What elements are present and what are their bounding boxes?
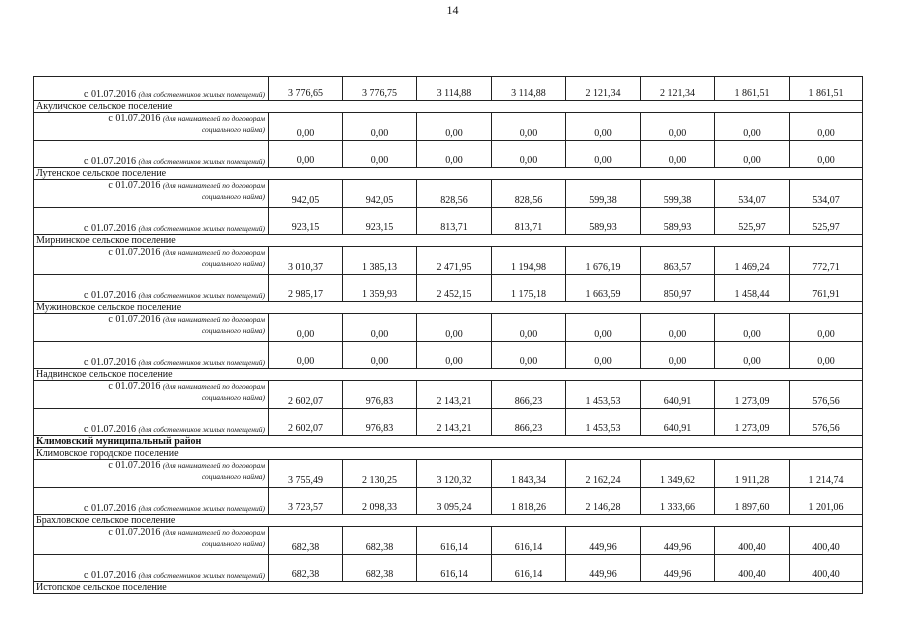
value-cell: 0,00 [343,141,417,168]
row-label [34,141,269,168]
table-row [34,314,863,342]
value-cell: 1 385,13 [343,247,417,275]
value-cell: 400,40 [715,527,790,555]
value-cell: 976,83 [343,409,417,436]
settlement-title: Лутенское сельское поселение [34,168,863,180]
value-cell: 3 095,24 [417,488,492,515]
tenants-note-line2: социального найма) [201,472,265,481]
value-cell: 0,00 [566,113,641,141]
table-row [34,342,863,369]
value-cell: 1 194,98 [492,247,566,275]
value-cell: 0,00 [269,141,343,168]
value-cell: 0,00 [641,314,715,342]
value-cell: 589,93 [566,208,641,235]
value-cell: 2 121,34 [566,77,641,101]
value-cell: 0,00 [492,113,566,141]
settlement-title: Климовское городское поселение [34,448,863,460]
value-cell: 1 897,60 [715,488,790,515]
row-label [34,460,269,488]
row-label [34,208,269,235]
tenants-note-line2: социального найма) [201,539,265,548]
value-cell: 616,14 [417,527,492,555]
value-cell: 942,05 [343,180,417,208]
date-label: с 01.07.2016 [84,357,136,368]
value-cell: 0,00 [492,314,566,342]
value-cell: 3 776,65 [269,77,343,101]
value-cell: 1 453,53 [566,381,641,409]
row-label [34,275,269,302]
section-row [34,302,863,314]
value-cell: 1 911,28 [715,460,790,488]
date-label: с 01.07.2016 [108,180,161,191]
tenants-note-line1: (для нанимателей по договорам [162,461,265,470]
value-cell: 534,07 [790,180,863,208]
table-row [34,113,863,141]
value-cell: 813,71 [417,208,492,235]
row-label [34,488,269,515]
value-cell: 0,00 [492,342,566,369]
tenants-note-line1: (для нанимателей по договорам [162,315,265,324]
value-cell: 525,97 [715,208,790,235]
table-row [34,381,863,409]
date-label: с 01.07.2016 [84,89,136,100]
date-label: с 01.07.2016 [84,290,136,301]
value-cell: 400,40 [715,555,790,582]
value-cell: 828,56 [492,180,566,208]
value-cell: 1 861,51 [790,77,863,101]
tenants-note-line1: (для нанимателей по договорам [162,114,265,123]
owners-note: (для собственников жилых помещений) [138,224,265,233]
value-cell: 0,00 [641,342,715,369]
value-cell: 3 755,49 [269,460,343,488]
value-cell: 682,38 [269,555,343,582]
value-cell: 0,00 [641,113,715,141]
value-cell: 534,07 [715,180,790,208]
value-cell: 1 843,34 [492,460,566,488]
value-cell: 1 273,09 [715,381,790,409]
value-cell: 0,00 [715,141,790,168]
value-cell: 0,00 [269,342,343,369]
value-cell: 923,15 [269,208,343,235]
tenants-note-line2: социального найма) [201,192,265,201]
date-label: с 01.07.2016 [84,503,136,514]
owners-note: (для собственников жилых помещений) [138,90,265,99]
value-cell: 866,23 [492,381,566,409]
owners-note: (для собственников жилых помещений) [138,358,265,367]
value-cell: 850,97 [641,275,715,302]
table-row [34,527,863,555]
tenants-note-line1: (для нанимателей по договорам [162,528,265,537]
tariff-table [33,76,863,594]
value-cell: 0,00 [343,314,417,342]
value-cell: 2 602,07 [269,409,343,436]
value-cell: 0,00 [417,113,492,141]
value-cell: 0,00 [790,342,863,369]
value-cell: 0,00 [269,113,343,141]
settlement-title: Надвинское сельское поселение [34,369,863,381]
owners-note: (для собственников жилых помещений) [138,425,265,434]
value-cell: 599,38 [566,180,641,208]
row-label [34,381,269,409]
value-cell: 449,96 [641,555,715,582]
owners-note: (для собственников жилых помещений) [138,157,265,166]
value-cell: 761,91 [790,275,863,302]
value-cell: 3 010,37 [269,247,343,275]
owners-note: (для собственников жилых помещений) [138,504,265,513]
row-label [34,314,269,342]
table-row [34,555,863,582]
value-cell: 1 214,74 [790,460,863,488]
value-cell: 400,40 [790,527,863,555]
table-row [34,488,863,515]
value-cell: 1 663,59 [566,275,641,302]
value-cell: 3 114,88 [492,77,566,101]
date-label: с 01.07.2016 [108,314,161,325]
row-label [34,409,269,436]
value-cell: 0,00 [343,113,417,141]
value-cell: 1 453,53 [566,409,641,436]
value-cell: 525,97 [790,208,863,235]
value-cell: 813,71 [492,208,566,235]
value-cell: 576,56 [790,409,863,436]
value-cell: 0,00 [566,314,641,342]
value-cell: 0,00 [641,141,715,168]
value-cell: 0,00 [790,113,863,141]
value-cell: 1 201,06 [790,488,863,515]
tenants-note-line1: (для нанимателей по договорам [162,382,265,391]
value-cell: 1 458,44 [715,275,790,302]
settlement-title: Истопское сельское поселение [34,582,863,594]
value-cell: 2 130,25 [343,460,417,488]
section-row [34,369,863,381]
value-cell: 0,00 [343,342,417,369]
value-cell: 2 162,24 [566,460,641,488]
value-cell: 616,14 [492,555,566,582]
value-cell: 0,00 [715,113,790,141]
value-cell: 1 861,51 [715,77,790,101]
value-cell: 0,00 [269,314,343,342]
section-row [34,235,863,247]
value-cell: 0,00 [715,314,790,342]
value-cell: 0,00 [417,342,492,369]
value-cell: 0,00 [790,314,863,342]
page-number: 14 [446,3,459,17]
value-cell: 0,00 [566,141,641,168]
date-label: с 01.07.2016 [108,247,161,258]
value-cell: 866,23 [492,409,566,436]
value-cell: 682,38 [343,555,417,582]
tenants-note-line2: социального найма) [201,326,265,335]
date-label: с 01.07.2016 [84,156,136,167]
settlement-title: Мирнинское сельское поселение [34,235,863,247]
value-cell: 449,96 [641,527,715,555]
value-cell: 449,96 [566,555,641,582]
tenants-note-line1: (для нанимателей по договорам [162,181,265,190]
value-cell: 1 273,09 [715,409,790,436]
value-cell: 1 349,62 [641,460,715,488]
value-cell: 828,56 [417,180,492,208]
district-title: Климовский муниципальный район [34,436,863,448]
row-label [34,247,269,275]
table-row [34,141,863,168]
owners-note: (для собственников жилых помещений) [138,571,265,580]
value-cell: 400,40 [790,555,863,582]
value-cell: 2 143,21 [417,381,492,409]
owners-note: (для собственников жилых помещений) [138,291,265,300]
value-cell: 942,05 [269,180,343,208]
section-row [34,448,863,460]
value-cell: 772,71 [790,247,863,275]
value-cell: 1 175,18 [492,275,566,302]
value-cell: 2 098,33 [343,488,417,515]
value-cell: 599,38 [641,180,715,208]
value-cell: 449,96 [566,527,641,555]
tenants-note-line2: социального найма) [201,125,265,134]
tenants-note-line2: социального найма) [201,393,265,402]
date-label: с 01.07.2016 [108,381,161,392]
value-cell: 3 120,32 [417,460,492,488]
row-label [34,77,269,101]
value-cell: 1 333,66 [641,488,715,515]
value-cell: 576,56 [790,381,863,409]
table-row [34,409,863,436]
date-label: с 01.07.2016 [84,424,136,435]
value-cell: 863,57 [641,247,715,275]
value-cell: 976,83 [343,381,417,409]
value-cell: 0,00 [417,141,492,168]
value-cell: 0,00 [417,314,492,342]
value-cell: 2 602,07 [269,381,343,409]
date-label: с 01.07.2016 [84,570,136,581]
value-cell: 589,93 [641,208,715,235]
value-cell: 616,14 [492,527,566,555]
date-label: с 01.07.2016 [108,113,161,124]
date-label: с 01.07.2016 [108,527,161,538]
value-cell: 640,91 [641,381,715,409]
value-cell: 682,38 [343,527,417,555]
table-row [34,77,863,101]
section-row [34,582,863,594]
value-cell: 0,00 [715,342,790,369]
table-row [34,208,863,235]
tenants-note-line2: социального найма) [201,259,265,268]
value-cell: 1 359,93 [343,275,417,302]
row-label [34,555,269,582]
value-cell: 2 452,15 [417,275,492,302]
value-cell: 3 776,75 [343,77,417,101]
settlement-title: Мужиновское сельское поселение [34,302,863,314]
settlement-title: Акуличское сельское поселение [34,101,863,113]
value-cell: 0,00 [492,141,566,168]
table-row [34,247,863,275]
value-cell: 2 471,95 [417,247,492,275]
value-cell: 1 818,26 [492,488,566,515]
value-cell: 923,15 [343,208,417,235]
value-cell: 3 114,88 [417,77,492,101]
date-label: с 01.07.2016 [84,223,136,234]
value-cell: 2 143,21 [417,409,492,436]
section-row [34,168,863,180]
date-label: с 01.07.2016 [108,460,161,471]
value-cell: 616,14 [417,555,492,582]
value-cell: 2 985,17 [269,275,343,302]
tenants-note-line1: (для нанимателей по договорам [162,248,265,257]
section-row [34,436,863,448]
value-cell: 1 469,24 [715,247,790,275]
value-cell: 0,00 [790,141,863,168]
value-cell: 0,00 [566,342,641,369]
section-row [34,515,863,527]
settlement-title: Брахловское сельское поселение [34,515,863,527]
table-row [34,275,863,302]
row-label [34,180,269,208]
value-cell: 1 676,19 [566,247,641,275]
row-label [34,113,269,141]
table-row [34,180,863,208]
value-cell: 640,91 [641,409,715,436]
table-body [34,77,863,594]
value-cell: 3 723,57 [269,488,343,515]
table-row [34,460,863,488]
value-cell: 2 121,34 [641,77,715,101]
value-cell: 2 146,28 [566,488,641,515]
value-cell: 682,38 [269,527,343,555]
row-label [34,527,269,555]
row-label [34,342,269,369]
section-row [34,101,863,113]
